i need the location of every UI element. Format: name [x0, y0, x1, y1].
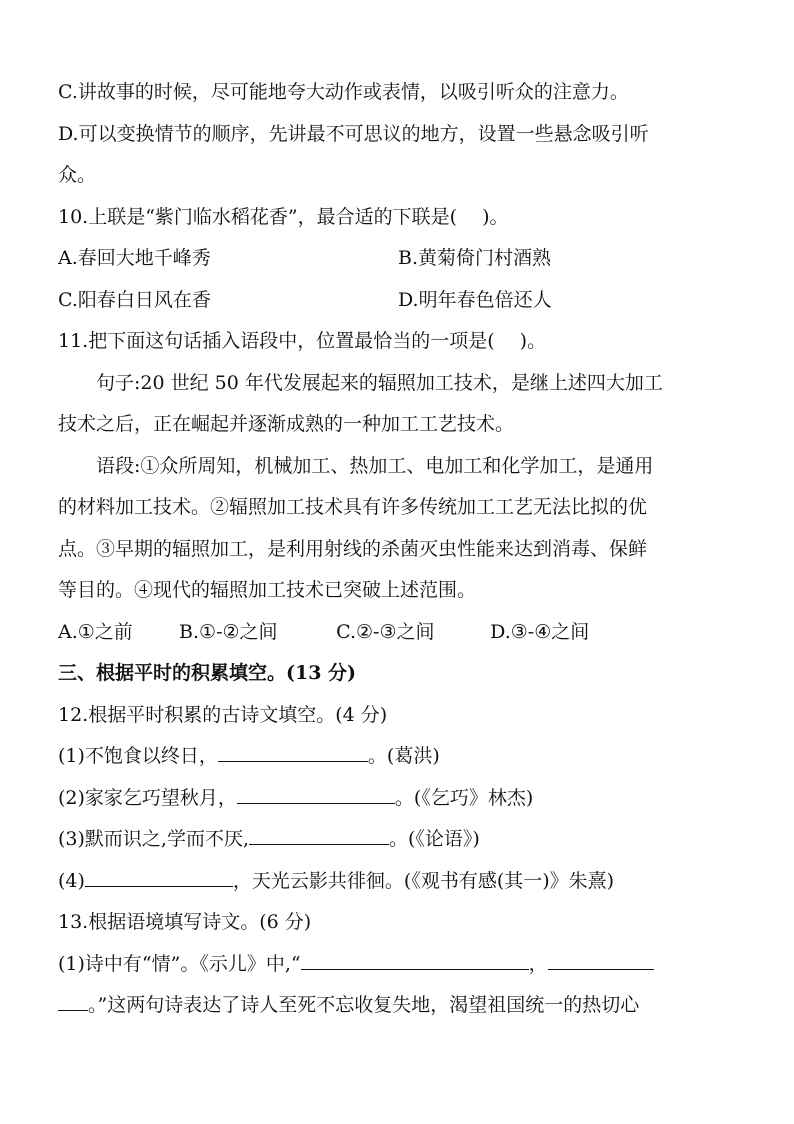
q11-option-c: C.②-③之间: [336, 620, 435, 643]
exam-page: [58, 72, 748, 1027]
q9-option-d-line1: D.可以变换情节的顺序，先讲最不可思议的地方，设置一些悬念吸引听: [58, 122, 649, 145]
q13-item1-suffix: 。”这两句诗表达了诗人至死不忘收复失地，渴望祖国统一的热切心: [88, 994, 640, 1016]
q11-sentence-line1: 句子:20 世纪 50 年代发展起来的辐照加工技术，是继上述四大加工: [96, 371, 663, 394]
q10-options-row2: [58, 280, 748, 322]
q11-options: [58, 612, 748, 654]
q13-item1-blank1[interactable]: [301, 947, 529, 970]
q10-options-row1: [58, 238, 748, 280]
q12-stem: 12.根据平时积累的古诗文填空。(4 分): [58, 703, 388, 726]
q11-paragraph-line1: 语段:①众所周知，机械加工、热加工、电加工和化学加工，是通用: [96, 454, 654, 477]
q12-item1: [58, 736, 748, 778]
q13-item1-blank2-cont[interactable]: [58, 988, 88, 1011]
q11-paragraph-line4: 等目的。④现代的辐照加工技术已突破上述范围。: [58, 579, 477, 601]
q9-option-c: C.讲故事的时候，尽可能地夸大动作或表情，以吸引听众的注意力。: [58, 81, 629, 103]
q12-item1-blank[interactable]: [218, 739, 368, 762]
q13-item1-line2: [58, 985, 748, 1027]
q12-item3-prefix: (3)默而识之,学而不厌,: [58, 828, 249, 850]
q11-option-a: A.①之前: [58, 620, 133, 643]
q12-item4-prefix: (4): [58, 869, 85, 892]
q11-paragraph-line2: 的材料加工技术。②辐照加工技术具有许多传统加工工艺无法比拟的优: [58, 496, 648, 518]
q10-option-b: B.黄菊倚门村酒熟: [398, 247, 552, 269]
q12-item4-suffix: ，天光云影共徘徊。(《观书有感(其一)》朱熹): [232, 869, 615, 892]
q10-option-a: A.春回大地千峰秀: [58, 247, 211, 269]
q12-item2: [58, 778, 748, 820]
q10-option-c: C.阳春白日风在香: [58, 288, 211, 311]
q13-item1-prefix: (1)诗中有“情”。《示儿》中,“: [58, 952, 301, 975]
section3-title: 三、根据平时的积累填空。(13 分): [58, 662, 357, 684]
q13-item1-line1: [58, 944, 748, 986]
q11-paragraph-line3: 点。③早期的辐照加工，是利用射线的杀菌灭虫性能来达到消毒、保鲜: [58, 537, 648, 560]
q12-item3-suffix: 。(《论语》): [389, 828, 480, 850]
q12-item4-blank[interactable]: [85, 864, 233, 887]
q13-stem: 13.根据语境填写诗文。(6 分): [58, 911, 312, 933]
q10-option-d: D.明年春色倍还人: [398, 288, 552, 311]
q12-item1-prefix: (1)不饱食以终日，: [58, 745, 218, 767]
q12-item4: [58, 861, 748, 903]
q12-item2-prefix: (2)家家乞巧望秋月，: [58, 786, 237, 809]
q13-item1-blank2[interactable]: [548, 947, 654, 970]
q12-item2-blank[interactable]: [237, 781, 395, 804]
q12-item3-blank[interactable]: [249, 822, 389, 845]
q9-option-d-line2: 众。: [58, 164, 97, 186]
q11-stem: 11.把下面这句话插入语段中，位置最恰当的一项是( )。: [58, 330, 547, 352]
q12-item1-suffix: 。(葛洪): [367, 745, 440, 767]
q13-item1-comma: ，: [528, 952, 548, 975]
q10-stem: 10.上联是“紫门临水稻花香”，最合适的下联是( )。: [58, 205, 509, 228]
q11-sentence-line2: 技术之后，正在崛起并逐渐成熟的一种加工工艺技术。: [58, 413, 515, 435]
q12-item3: [58, 819, 748, 861]
q12-item2-suffix: 。(《乞巧》林杰): [394, 786, 534, 809]
q11-option-b: B.①-②之间: [179, 620, 278, 643]
q11-option-d: D.③-④之间: [490, 620, 590, 643]
